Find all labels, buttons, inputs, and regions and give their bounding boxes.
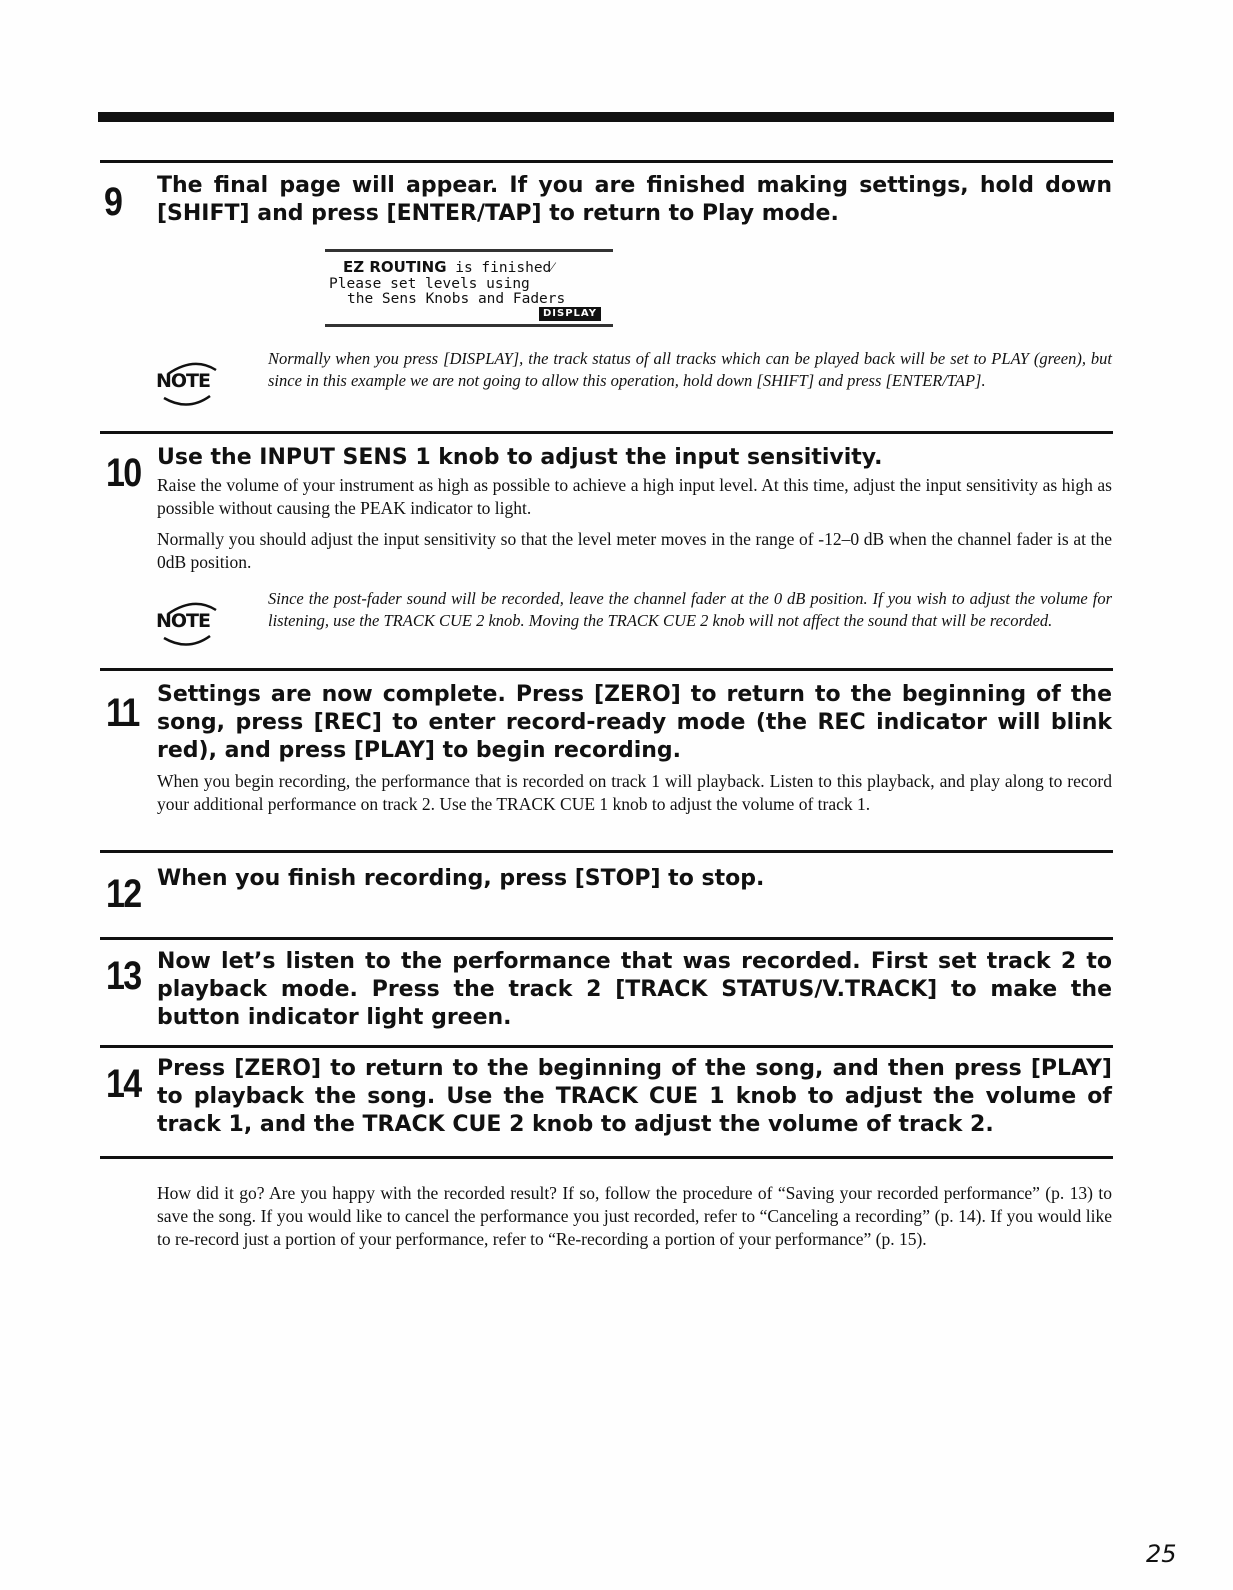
divider — [100, 850, 1113, 853]
note-badge — [154, 600, 226, 646]
step-number: 12 — [106, 872, 141, 916]
closing-paragraph: How did it go? Are you happy with the recorded result? If so, follow the procedure of “Saving your recorded performance” (p. 13) to save the song. If you would like to cancel the performance you just recorded, refer to “Canceling a recording” (p. 14). If you would like to re-record just a portion of your performance, refer to “Re-recording a portion of your performance” (p. 15). — [157, 1183, 1112, 1249]
note-badge — [154, 360, 226, 406]
divider — [100, 668, 1113, 671]
note-text: Since the post-fader sound will be recorded, leave the channel fader at the 0 dB position. If you wish to adjust the volume for listening, use the TRACK CUE 2 knob. Moving the TRACK CUE 2 knob will not affect the sound that will be recorded. — [268, 589, 1112, 630]
step-heading: Now let’s listen to the performance that was recorded. First set track 2 to playback mode. Press the track 2 [TRACK STATUS/V.TRACK] to make the button indicator light green. — [157, 949, 1112, 1030]
divider — [100, 431, 1113, 434]
lcd-line-3: the Sens Knobs and Faders — [347, 291, 566, 307]
step-number: 13 — [106, 954, 141, 998]
step-number: 14 — [106, 1062, 141, 1106]
note-label: NOTE — [156, 370, 210, 392]
lcd-line-1 — [343, 259, 554, 276]
step-body: Normally you should adjust the input sensitivity so that the level meter moves in the range of -12–0 dB when the channel fader is at the 0dB position. — [157, 529, 1112, 572]
step-body: Raise the volume of your instrument as high as possible to achieve a high input level. At this time, adjust the input sensitivity as high as possible without causing the PEAK indicator to light. — [157, 475, 1112, 518]
divider — [100, 1045, 1113, 1048]
lcd-title-rest: is finished⁄ — [446, 260, 554, 276]
step-body: When you begin recording, the performance that is recorded on track 1 will playback. Listen to this playback, and play along to record your additional performance on track 2. Use the TRACK CUE 1 knob to adjust the volume of track 1. — [157, 771, 1112, 814]
step-number: 9 — [104, 180, 122, 224]
step-heading: The final page will appear. If you are finished making settings, hold down [SHIFT] and press [ENTER/TAP] to return to Play mode. — [157, 173, 1112, 226]
top-bar — [98, 112, 1114, 122]
page-number: 25 — [1146, 1540, 1177, 1568]
step-number: 11 — [106, 691, 139, 735]
lcd-display-tag: DISPLAY — [539, 307, 601, 321]
step-heading: When you finish recording, press [STOP] to stop. — [157, 866, 765, 891]
step-heading: Settings are now complete. Press [ZERO] to return to the beginning of the song, press [REC] to enter record-ready mode (the REC indicator will blink red), and press [PLAY] to begin recording. — [157, 682, 1112, 763]
lcd-edge — [325, 249, 613, 252]
note-label: NOTE — [156, 610, 210, 632]
lcd-screen — [325, 249, 613, 329]
step-heading: Use the INPUT SENS 1 knob to adjust the input sensitivity. — [157, 445, 883, 470]
lcd-edge — [325, 324, 613, 327]
note-text: Normally when you press [DISPLAY], the track status of all tracks which can be played back will be set to PLAY (green), but since in this example we are not going to allow this operation, hold down [SHIFT] and press [ENTER/TAP]. — [268, 349, 1112, 390]
divider — [100, 1156, 1113, 1159]
lcd-line-2: Please set levels using — [329, 276, 530, 292]
divider — [100, 160, 1113, 163]
step-number: 10 — [106, 451, 141, 495]
step-heading: Press [ZERO] to return to the beginning of the song, and then press [PLAY] to playback the song. Use the TRACK CUE 1 knob to adjust the volume of track 1, and the TRACK CUE 2 knob to adjust the volume of track 2. — [157, 1056, 1112, 1137]
divider — [100, 937, 1113, 940]
lcd-title: EZ ROUTING — [343, 258, 447, 276]
